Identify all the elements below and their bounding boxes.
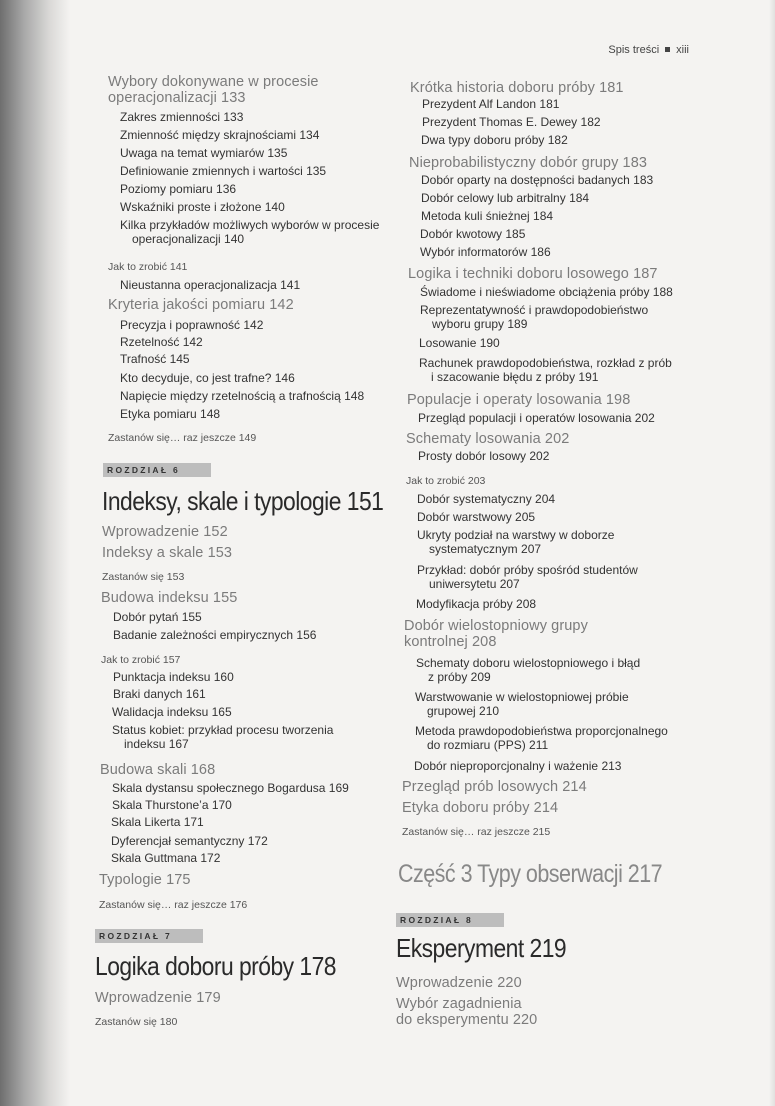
entry-text: Reprezentatywność i prawdopodobieństwo <box>420 303 649 317</box>
entry-text-continued: systematycznym 207 <box>429 542 542 556</box>
toc-section-entry[interactable] <box>410 80 624 96</box>
entry-text: Losowanie 190 <box>419 336 500 350</box>
entry-text: Nieprobabilistyczny dobór grupy 183 <box>409 155 648 171</box>
toc-section-entry[interactable] <box>406 431 569 447</box>
entry-text: Budowa skali 168 <box>100 762 216 778</box>
entry-text: Indeksy a skale 153 <box>102 545 233 561</box>
toc-subsection-entry[interactable] <box>420 303 648 331</box>
chapter-8-label <box>396 913 504 927</box>
toc-subsection-entry[interactable] <box>417 492 555 506</box>
chapter-7-label <box>95 929 203 943</box>
entry-text: Napięcie między rzetelnością a trafnością 148 <box>120 389 365 403</box>
chapter-8-title[interactable]: Eksperyment 219 <box>396 933 567 963</box>
entry-text: Prezydent Thomas E. Dewey 182 <box>422 115 601 129</box>
toc-note-entry[interactable] <box>406 475 485 487</box>
entry-text: Prezydent Alf Landon 181 <box>422 97 560 111</box>
header-page-number: xiii <box>676 44 689 56</box>
entry-text: Nieustanna operacjonalizacja 141 <box>120 278 301 292</box>
entry-text: Schematy doboru wielostopniowego i błąd <box>416 656 641 670</box>
toc-subsection-entry[interactable] <box>418 411 655 425</box>
toc-subsection-entry[interactable] <box>120 371 295 385</box>
chapter-label-text: ROZDZIAŁ 6 <box>107 465 181 475</box>
toc-subsection-entry[interactable] <box>120 200 285 214</box>
entry-text: Dobór nieproporcjonalny i ważenie 213 <box>414 759 622 773</box>
entry-text: Wskaźniki proste i złożone 140 <box>120 200 285 214</box>
entry-text: Wprowadzenie 152 <box>102 524 228 540</box>
toc-subsection-entry[interactable] <box>420 285 673 299</box>
entry-text: Etyka doboru próby 214 <box>402 800 559 816</box>
entry-text-continued: indeksu 167 <box>124 737 189 751</box>
toc-note-entry[interactable] <box>108 432 256 444</box>
entry-text: Metoda prawdopodobieństwa proporcjonalnego <box>415 724 668 738</box>
entry-text: Świadome i nieświadome obciążenia próby 188 <box>420 285 673 299</box>
toc-section-entry[interactable] <box>102 545 232 561</box>
entry-text: Zmienność między skrajnościami 134 <box>120 128 320 142</box>
entry-text: Modyfikacja próby 208 <box>416 597 537 611</box>
entry-text: Kryteria jakości pomiaru 142 <box>108 297 294 313</box>
chapter-6-title[interactable]: Indeksy, skale i typologie 151 <box>102 486 384 516</box>
toc-subsection-entry[interactable] <box>416 597 536 611</box>
entry-text: Uwaga na temat wymiarów 135 <box>120 146 288 160</box>
toc-subsection-entry[interactable] <box>112 723 333 751</box>
chapter-7-title[interactable]: Logika doboru próby 178 <box>95 951 337 981</box>
toc-section-entry[interactable] <box>95 990 221 1006</box>
entry-text: Jak to zrobić 203 <box>406 475 486 487</box>
toc-subsection-entry[interactable] <box>419 336 500 350</box>
toc-subsection-entry[interactable] <box>120 335 203 349</box>
toc-note-entry[interactable] <box>102 571 184 583</box>
entry-text: Jak to zrobić 141 <box>108 261 188 273</box>
entry-text: Przykład: dobór próby spośród studentów <box>417 563 638 577</box>
toc-section-entry[interactable] <box>99 872 191 888</box>
entry-text: Schematy losowania 202 <box>406 431 570 447</box>
header-section: Spis treści <box>608 44 660 56</box>
toc-subsection-entry[interactable] <box>113 628 316 642</box>
toc-section-entry[interactable] <box>408 266 658 282</box>
toc-subsection-entry[interactable] <box>120 352 190 366</box>
toc-subsection-entry[interactable] <box>421 191 589 205</box>
toc-section-entry[interactable] <box>404 618 588 650</box>
toc-subsection-entry[interactable] <box>120 218 379 246</box>
entry-text: Braki danych 161 <box>113 687 206 701</box>
toc-subsection-entry[interactable] <box>112 781 349 795</box>
toc-subsection-entry[interactable] <box>113 687 206 701</box>
toc-note-entry[interactable] <box>108 261 187 273</box>
entry-text: Kilka przykładów możliwych wyborów w procesie <box>120 218 380 232</box>
entry-text: Skala Thurstone’a 170 <box>112 798 232 812</box>
toc-section-entry[interactable] <box>108 297 294 313</box>
toc-note-entry[interactable] <box>99 899 247 911</box>
entry-text: Walidacja indeksu 165 <box>112 705 232 719</box>
toc-subsection-entry[interactable] <box>421 133 568 147</box>
entry-text-continued: operacjonalizacji 133 <box>108 90 246 106</box>
entry-text: Zakres zmienności 133 <box>120 110 244 124</box>
toc-subsection-entry[interactable] <box>422 97 559 111</box>
entry-text: Poziomy pomiaru 136 <box>120 182 237 196</box>
entry-text: Dwa typy doboru próby 182 <box>421 133 568 147</box>
toc-subsection-entry[interactable] <box>417 563 638 591</box>
toc-section-entry[interactable] <box>396 975 522 991</box>
toc-subsection-entry[interactable] <box>420 245 551 259</box>
entry-text: Ukryty podział na warstwy w doborze <box>417 528 615 542</box>
entry-text: Status kobiet: przykład procesu tworzenia <box>112 723 334 737</box>
entry-text: Zastanów się… raz jeszcze 149 <box>108 432 257 444</box>
toc-note-entry[interactable] <box>101 654 180 666</box>
square-bullet-icon <box>665 47 670 52</box>
toc-subsection-entry[interactable] <box>414 759 621 773</box>
entry-text: Dobór kwotowy 185 <box>420 227 526 241</box>
toc-section-entry[interactable] <box>402 800 558 816</box>
toc-subsection-entry[interactable] <box>120 407 220 421</box>
entry-text: Badanie zależności empirycznych 156 <box>113 628 317 642</box>
toc-subsection-entry[interactable] <box>415 724 668 752</box>
toc-subsection-entry[interactable] <box>120 318 263 332</box>
entry-text: Jak to zrobić 157 <box>101 654 181 666</box>
entry-text: Zastanów się 153 <box>102 571 185 583</box>
entry-text: Trafność 145 <box>120 352 190 366</box>
toc-note-entry[interactable] <box>402 826 550 838</box>
toc-section-entry[interactable] <box>409 155 647 171</box>
toc-subsection-entry[interactable] <box>420 227 525 241</box>
entry-text-continued: kontrolnej 208 <box>404 634 497 650</box>
toc-subsection-entry[interactable] <box>422 115 601 129</box>
toc-subsection-entry[interactable] <box>120 389 364 403</box>
chapter-6-label <box>103 463 211 477</box>
entry-text: Warstwowanie w wielostopniowej próbie <box>415 690 629 704</box>
entry-text: Metoda kuli śnieżnej 184 <box>421 209 554 223</box>
toc-subsection-entry[interactable] <box>416 656 640 684</box>
entry-text: Przegląd populacji i operatów losowania 202 <box>418 411 655 425</box>
toc-subsection-entry[interactable] <box>112 705 232 719</box>
toc-section-entry[interactable] <box>402 779 587 795</box>
entry-text: Zastanów się 180 <box>95 1016 178 1028</box>
entry-text-continued: z próby 209 <box>428 670 491 684</box>
entry-text: Zastanów się… raz jeszcze 215 <box>402 826 551 838</box>
entry-text: Dobór celowy lub arbitralny 184 <box>421 191 590 205</box>
entry-text: Kto decyduje, co jest trafne? 146 <box>120 371 295 385</box>
toc-section-entry[interactable] <box>396 996 537 1028</box>
toc-subsection-entry[interactable] <box>120 278 300 292</box>
entry-text-continued: i szacowanie błędu z próby 191 <box>431 370 599 384</box>
entry-text: Skala Likerta 171 <box>111 815 204 829</box>
toc-subsection-entry[interactable] <box>120 182 236 196</box>
toc-section-entry[interactable] <box>108 74 319 106</box>
page-edge <box>769 0 775 1106</box>
entry-text: Punktacja indeksu 160 <box>113 670 234 684</box>
running-header <box>608 44 689 56</box>
entry-text: Wybory dokonywane w procesie <box>108 74 319 90</box>
entry-text: Budowa indeksu 155 <box>101 590 238 606</box>
entry-text: Skala Guttmana 172 <box>111 851 221 865</box>
entry-text: Dobór wielostopniowy grupy <box>404 618 588 634</box>
toc-subsection-entry[interactable] <box>113 610 202 624</box>
entry-text: Zastanów się… raz jeszcze 176 <box>99 899 248 911</box>
toc-subsection-entry[interactable] <box>111 815 204 829</box>
entry-text-continued: operacjonalizacji 140 <box>132 232 245 246</box>
entry-text: Typologie 175 <box>99 872 191 888</box>
entry-text: Populacje i operaty losowania 198 <box>407 392 631 408</box>
entry-text: Krótka historia doboru próby 181 <box>410 80 624 96</box>
toc-subsection-entry[interactable] <box>120 146 287 160</box>
entry-text: Dyferencjał semantyczny 172 <box>111 834 268 848</box>
toc-subsection-entry[interactable] <box>112 798 232 812</box>
toc-subsection-entry[interactable] <box>417 528 614 556</box>
entry-text-continued: uniwersytetu 207 <box>429 577 520 591</box>
entry-text: Skala dystansu społecznego Bogardusa 169 <box>112 781 349 795</box>
toc-subsection-entry[interactable] <box>113 670 234 684</box>
entry-text-continued: do rozmiaru (PPS) 211 <box>427 738 549 752</box>
entry-text: Wprowadzenie 220 <box>396 975 522 991</box>
entry-text-continued: wyboru grupy 189 <box>432 317 528 331</box>
entry-text: Logika i techniki doboru losowego 187 <box>408 266 658 282</box>
entry-text: Etyka pomiaru 148 <box>120 407 221 421</box>
entry-text: Precyzja i poprawność 142 <box>120 318 264 332</box>
entry-text: Dobór oparty na dostępności badanych 183 <box>421 173 654 187</box>
toc-section-entry[interactable] <box>407 392 630 408</box>
toc-subsection-entry[interactable] <box>120 128 319 142</box>
toc-note-entry[interactable] <box>95 1016 177 1028</box>
part-3-title[interactable]: Część 3 Typy obserwacji 217 <box>398 860 663 888</box>
toc-subsection-entry[interactable] <box>111 834 268 848</box>
entry-text: Rzetelność 142 <box>120 335 203 349</box>
entry-text: Wybór zagadnienia <box>396 996 522 1012</box>
toc-subsection-entry[interactable] <box>418 449 549 463</box>
entry-text: Prosty dobór losowy 202 <box>418 449 550 463</box>
toc-subsection-entry[interactable] <box>111 851 220 865</box>
toc-section-entry[interactable] <box>102 524 228 540</box>
entry-text: Dobór warstwowy 205 <box>417 510 536 524</box>
chapter-label-text: ROZDZIAŁ 8 <box>400 915 474 925</box>
entry-text-continued: grupowej 210 <box>427 704 500 718</box>
entry-text: Rachunek prawdopodobieństwa, rozkład z prób <box>419 356 672 370</box>
toc-subsection-entry[interactable] <box>421 173 653 187</box>
toc-subsection-entry[interactable] <box>415 690 629 718</box>
toc-section-entry[interactable] <box>101 590 237 606</box>
toc-subsection-entry[interactable] <box>120 164 326 178</box>
toc-subsection-entry[interactable] <box>419 356 672 384</box>
toc-subsection-entry[interactable] <box>421 209 553 223</box>
toc-subsection-entry[interactable] <box>417 510 535 524</box>
toc-subsection-entry[interactable] <box>120 110 243 124</box>
entry-text: Dobór pytań 155 <box>113 610 202 624</box>
entry-text-continued: do eksperymentu 220 <box>396 1012 538 1028</box>
toc-section-entry[interactable] <box>100 762 215 778</box>
entry-text: Przegląd prób losowych 214 <box>402 779 587 795</box>
entry-text: Definiowanie zmiennych i wartości 135 <box>120 164 327 178</box>
entry-text: Wybór informatorów 186 <box>420 245 551 259</box>
binding-shadow <box>0 0 70 1106</box>
chapter-label-text: ROZDZIAŁ 7 <box>99 931 173 941</box>
entry-text: Dobór systematyczny 204 <box>417 492 556 506</box>
entry-text: Wprowadzenie 179 <box>95 990 221 1006</box>
